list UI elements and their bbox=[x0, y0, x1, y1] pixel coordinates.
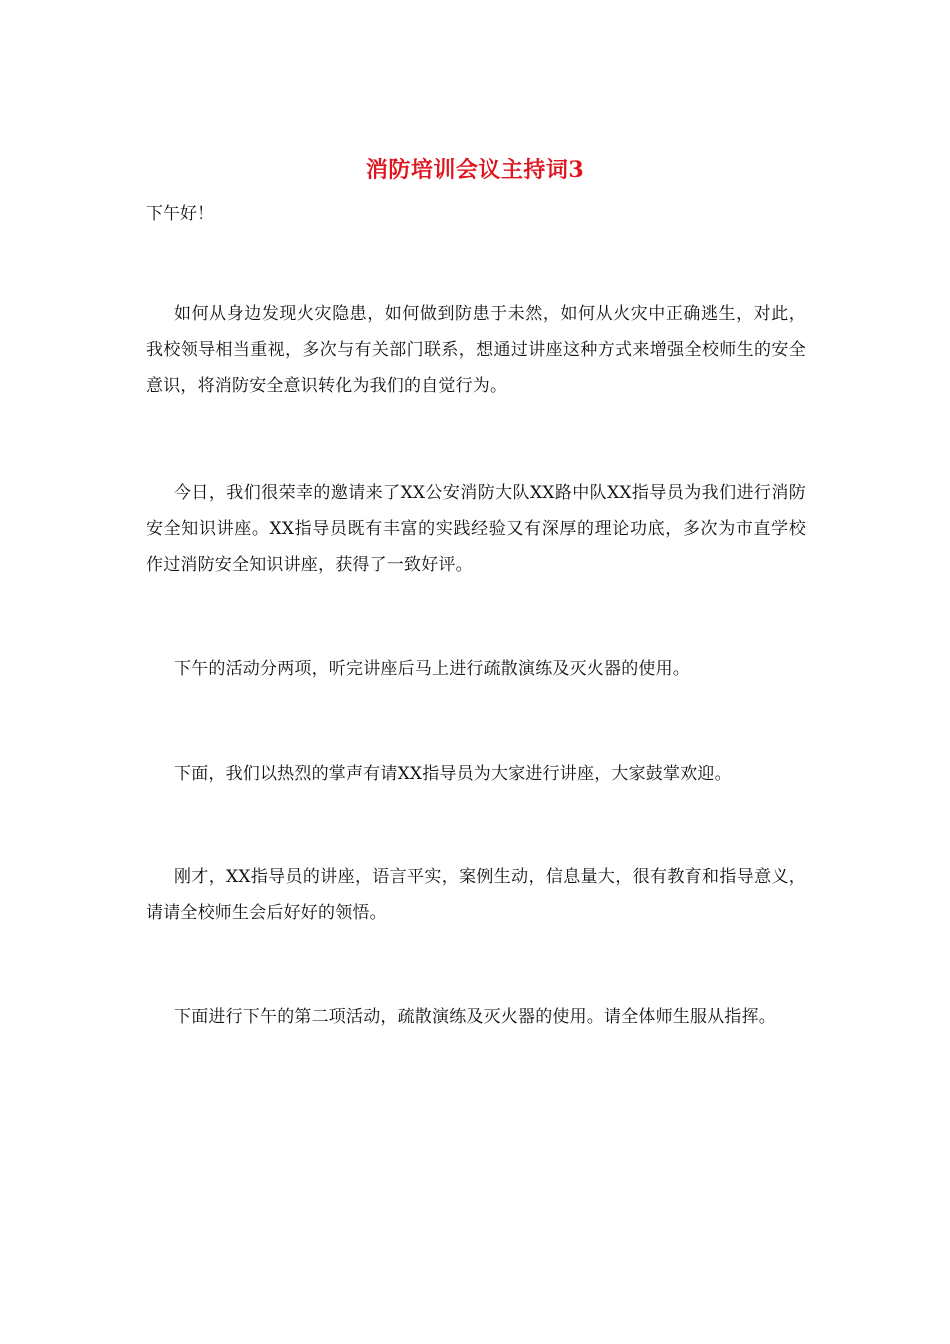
paragraph-5: 刚才，XX指导员的讲座，语言平实，案例生动，信息量大，很有教育和指导意义，请请全校师生会后好好的领悟。 bbox=[146, 867, 806, 923]
paragraph-4: 下面，我们以热烈的掌声有请XX指导员为大家进行讲座，大家鼓掌欢迎。 bbox=[174, 764, 732, 784]
paragraph-1: 如何从身边发现火灾隐患，如何做到防患于未然，如何从火灾中正确逃生，对此，我校领导相当重视，多次与有关部门联系，想通过讲座这种方式来增强全校师生的安全意识，将消防安全意识转化为我们的自觉行为。 bbox=[146, 304, 806, 396]
paragraph-3: 下午的活动分两项，听完讲座后马上进行疏散演练及灭火器的使用。 bbox=[174, 659, 690, 679]
document-title: 消防培训会议主持词3 bbox=[365, 157, 585, 183]
greeting-text: 下午好！ bbox=[146, 204, 214, 224]
paragraph-6: 下面进行下午的第二项活动，疏散演练及灭火器的使用。请全体师生服从指挥。 bbox=[174, 1007, 776, 1027]
paragraph-2: 今日，我们很荣幸的邀请来了XX公安消防大队XX路中队XX指导员为我们进行消防安全知识讲座。XX指导员既有丰富的实践经验又有深厚的理论功底，多次为市直学校作过消防安全知识讲座，获得了一致好评。 bbox=[146, 483, 806, 575]
